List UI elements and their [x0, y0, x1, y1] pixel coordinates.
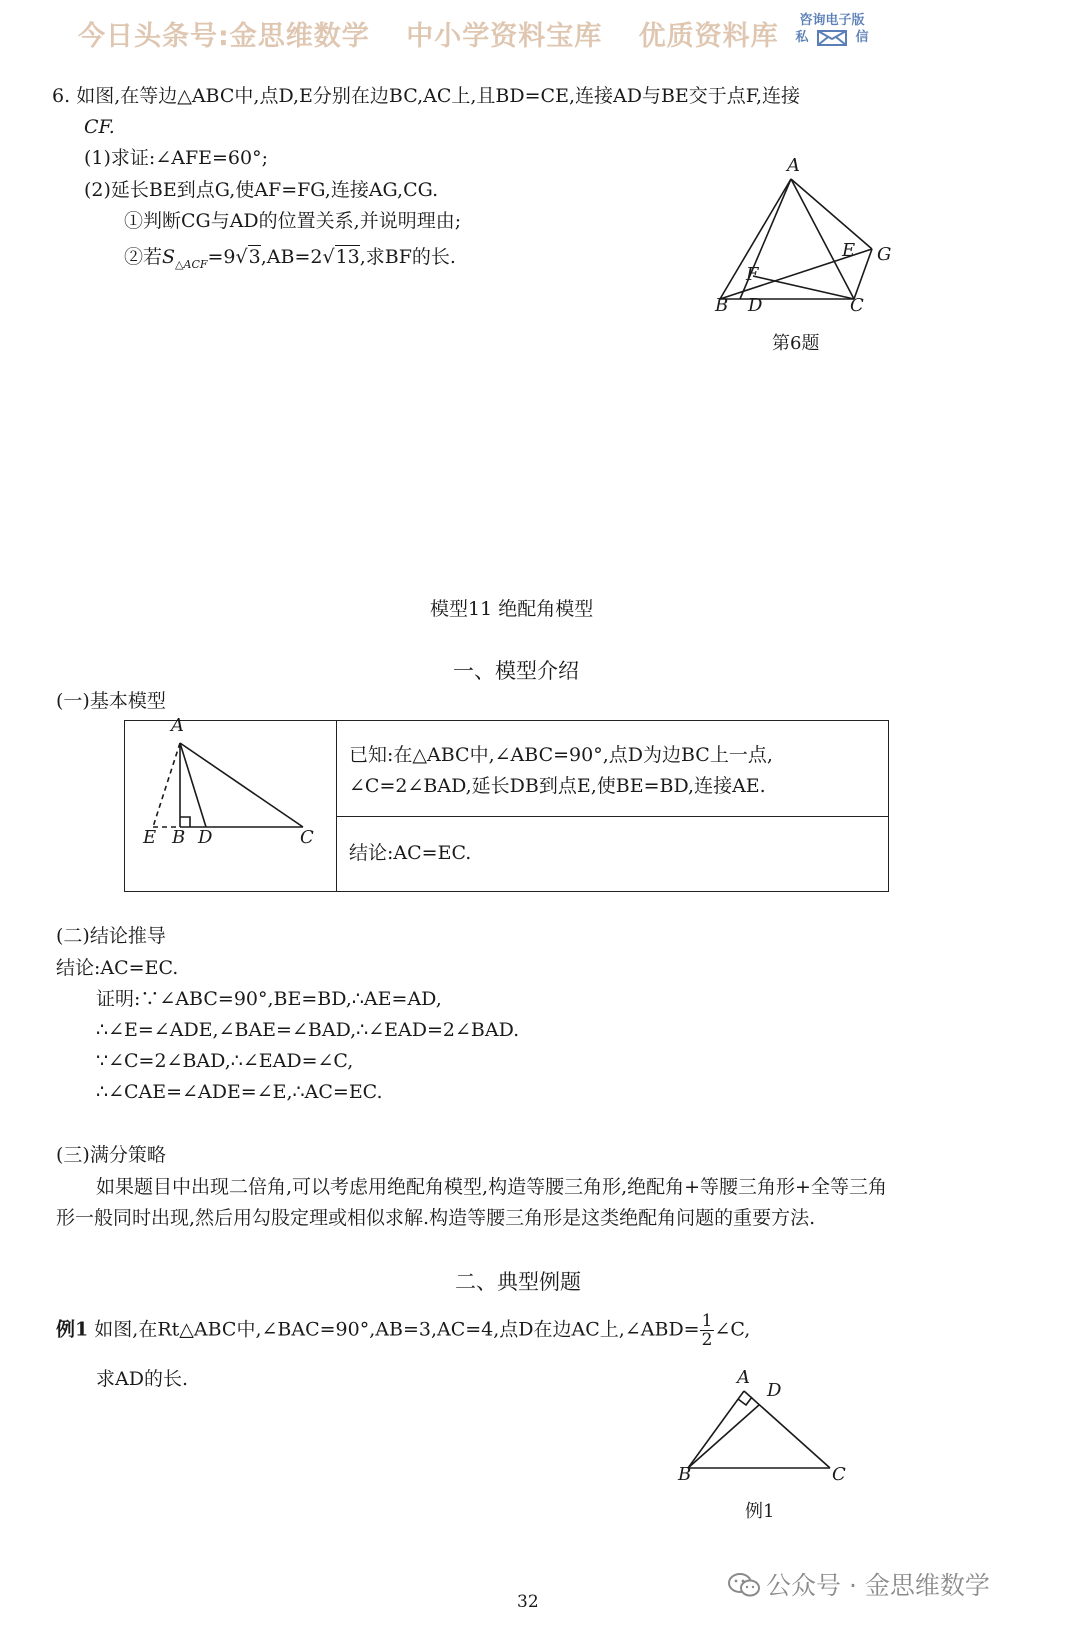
model-given-line1: 已知:在△ABC中,∠ABC=90°,点D为边BC上一点,: [349, 744, 773, 766]
table-divider-vertical: [336, 721, 337, 891]
q6-segment-ag: [791, 179, 872, 249]
ex1-edge-ab: [688, 1391, 744, 1468]
ex1-segment-bd: [688, 1405, 759, 1468]
ex1-text: 如图,在Rt△ABC中,∠BAC=90°,AB=3,AC=4,点D在边AC上,∠ABD=: [94, 1318, 700, 1341]
watermark-part: 今日头条号:金思维数学: [78, 21, 370, 52]
wechat-text: 公众号 · 金思维数学: [766, 1571, 990, 1600]
watermark-part: 中小学资料宝库: [406, 21, 603, 52]
model-label-d: D: [198, 827, 213, 848]
q6-part1: (1)求证:∠AFE=60°;: [84, 147, 269, 169]
watermark-contact: [792, 12, 872, 46]
watermark-contact-bottom: [792, 29, 872, 46]
watermark-contact-left: 私: [795, 30, 809, 45]
ex1-edge-ac: [744, 1391, 830, 1468]
sub2-heading: (二)结论推导: [56, 925, 166, 947]
envelope-icon: [817, 30, 847, 46]
page-number: 32: [517, 1592, 539, 1612]
q6-sub2-rad2: 13: [335, 246, 360, 268]
ex1-figure-caption: 例1: [745, 1501, 775, 1522]
model-conclusion: 结论:AC=EC.: [349, 842, 472, 864]
ex1-line2: 求AD的长.: [96, 1368, 188, 1390]
model-label-b: B: [172, 827, 186, 848]
section1-heading: 一、模型介绍: [453, 659, 579, 683]
q6-label-e: E: [842, 240, 856, 261]
right-angle-mark: [180, 817, 190, 827]
q6-sub2-sub: △ACF: [175, 257, 208, 271]
q6-figure-caption: 第6题: [772, 333, 820, 354]
sub3-heading: (三)满分策略: [56, 1144, 166, 1166]
ex1-label-d: D: [767, 1380, 782, 1401]
q6-label-f: F: [746, 264, 759, 285]
strategy-line2: 形一般同时出现,然后用勾股定理或相似求解.构造等腰三角形是这类绝配角问题的重要方法.: [56, 1207, 816, 1229]
q6-sub2-mid: ,AB=2: [260, 246, 323, 268]
q6-sub2-eq1: =9: [207, 246, 236, 268]
proof-line-2: ∴∠E=∠ADE,∠BAE=∠BAD,∴∠EAD=2∠BAD.: [96, 1019, 520, 1041]
model-segment-ac: [180, 743, 303, 827]
ex1-label: 例1: [56, 1318, 89, 1341]
model-segment-ad: [180, 743, 206, 827]
q6-label-b: B: [715, 295, 729, 316]
q6-line1: [52, 81, 800, 111]
model-segment-ae: [153, 743, 180, 827]
ex1-line1: [56, 1312, 750, 1349]
ex1-text-end: ∠C,: [714, 1318, 751, 1341]
q6-sub2-s: S: [162, 246, 176, 268]
q6-label-a: A: [787, 155, 800, 176]
q6-label-d: D: [748, 295, 763, 316]
q6-part2: (2)延长BE到点G,使AF=FG,连接AG,CG.: [84, 179, 439, 201]
watermark-part: 优质资料库: [638, 21, 779, 52]
watermark-contact-top: 咨询电子版: [799, 13, 865, 28]
watermark-banner: [78, 14, 805, 53]
ex1-label-c: C: [832, 1464, 846, 1485]
wechat-watermark: [728, 1566, 990, 1602]
ex1-label-a: A: [737, 1367, 750, 1388]
q6-segment-cf: [753, 276, 854, 299]
ex1-right-angle-mark: [738, 1397, 752, 1405]
q6-segment-cg: [854, 249, 872, 299]
section2-heading: 二、典型例题: [455, 1270, 581, 1294]
ex1-fraction: [700, 1312, 715, 1349]
ex1-frac-num: 1: [701, 1311, 713, 1331]
model-title: 模型11 绝配角模型: [430, 598, 594, 620]
model-given-line2: ∠C=2∠BAD,延长DB到点E,使BE=BD,连接AE.: [349, 775, 766, 797]
q6-label-g: G: [877, 244, 892, 265]
q6-sub2-end: ,求BF的长.: [359, 246, 456, 268]
ex1-frac-den: 2: [701, 1330, 713, 1350]
proof-line-4: ∴∠CAE=∠ADE=∠E,∴AC=EC.: [96, 1081, 383, 1103]
q6-sub1: ①判断CG与AD的位置关系,并说明理由;: [124, 210, 462, 232]
strategy-line1: 如果题目中出现二倍角,可以考虑用绝配角模型,构造等腰三角形,绝配角+等腰三角形+全等三角: [96, 1176, 887, 1198]
q6-number: 6.: [52, 85, 71, 107]
derivation-conclusion: 结论:AC=EC.: [56, 957, 179, 979]
q6-sub2-prefix: ②若: [124, 246, 163, 268]
q6-text: 如图,在等边△ABC中,点D,E分别在边BC,AC上,且BD=CE,连接AD与BE交于点F,连接: [76, 85, 801, 107]
ex1-label-b: B: [678, 1464, 692, 1485]
q6-sub2-rad1: 3: [248, 246, 261, 268]
proof-line-1: 证明:∵∠ABC=90°,BE=BD,∴AE=AD,: [96, 988, 442, 1010]
model-label-a: A: [171, 715, 184, 736]
model-figure: [141, 729, 331, 884]
model-label-c: C: [300, 827, 314, 848]
q6-sub2: ②若$S_{\triangle ACF}=9√3,AB=2√13$,求BF的长.: [124, 246, 456, 271]
watermark-contact-right: 信: [855, 30, 869, 45]
table-divider-horizontal: [336, 816, 888, 817]
q6-line1-end: CF.: [84, 116, 115, 138]
q6-edge-ac: [791, 179, 854, 299]
model-table: [124, 715, 889, 892]
wechat-icon: [728, 1572, 760, 1598]
ex1-figure: [680, 1375, 850, 1485]
model-label-e: E: [143, 827, 157, 848]
proof-line-3: ∵∠C=2∠BAD,∴∠EAD=∠C,: [96, 1050, 354, 1072]
sub1-heading: (一)基本模型: [56, 690, 166, 712]
q6-label-c: C: [850, 295, 864, 316]
